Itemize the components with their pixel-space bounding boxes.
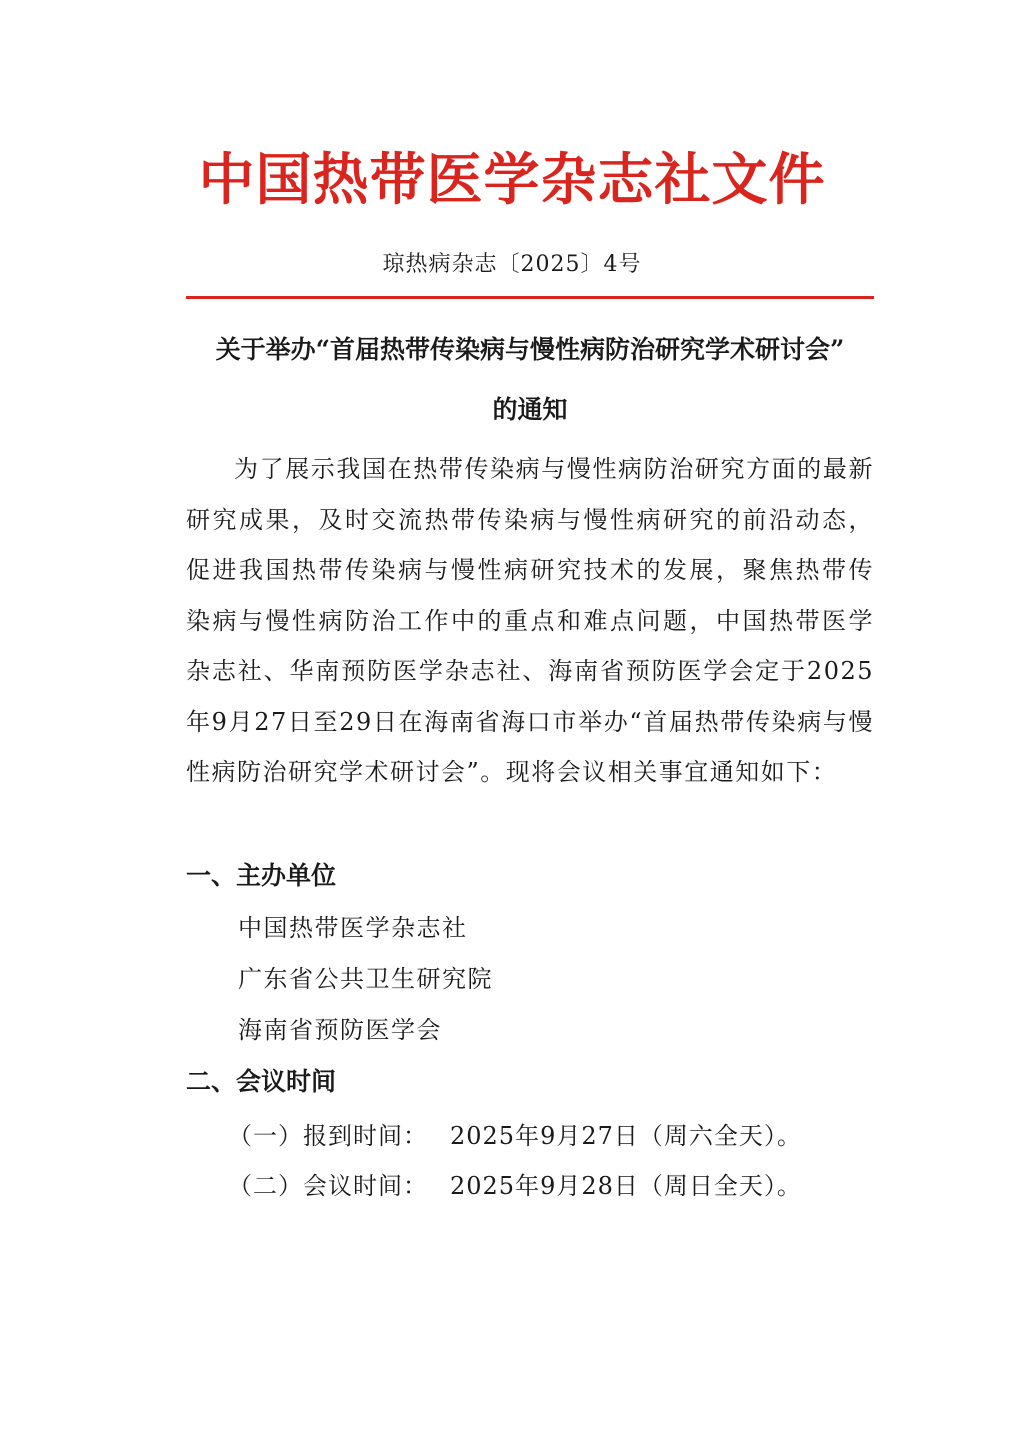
time-item-meeting xyxy=(228,1166,802,1206)
intro-paragraph: 为了展示我国在热带传染病与慢性病防治研究方面的最新研究成果，及时交流热带传染病与慢性病研究的前沿动态，促进我国热带传染病与慢性病研究技术的发展，聚焦热带传染病与慢性病防治工作中的重点和难点问题，中国热带医学杂志社、华南预防医学杂志社、海南省预防医学会定于2025年9月27日至29日在海南省海口市举办“首届热带传染病与慢性病防治研究学术研讨会”。现将会议相关事宜通知如下： xyxy=(186,455,874,786)
notice-title-line-2: 的通知 xyxy=(492,395,568,424)
time-item-registration xyxy=(228,1116,802,1156)
organizer-item: 海南省预防医学会 xyxy=(238,1016,442,1044)
time-item-label: （一）报到时间： xyxy=(228,1122,428,1150)
time-item-value: 2025年9月28日（周日全天）。 xyxy=(450,1172,802,1200)
organizer-item: 中国热带医学杂志社 xyxy=(238,914,468,942)
masthead-title: 中国热带医学杂志社文件 xyxy=(198,147,826,213)
section-heading-organizers: 一、主办单位 xyxy=(186,861,337,890)
organizer-item: 广东省公共卫生研究院 xyxy=(238,965,493,993)
time-item-value: 2025年9月27日（周六全天）。 xyxy=(450,1122,802,1150)
notice-title-line-1: 关于举办“首届热带传染病与慢性病防治研究学术研讨会” xyxy=(215,335,845,364)
time-item-label: （二）会议时间： xyxy=(228,1172,428,1200)
section-heading-time: 二、会议时间 xyxy=(186,1067,337,1096)
red-rule-divider xyxy=(186,296,874,299)
document-number: 琼热病杂志〔2025〕4号 xyxy=(382,252,642,277)
